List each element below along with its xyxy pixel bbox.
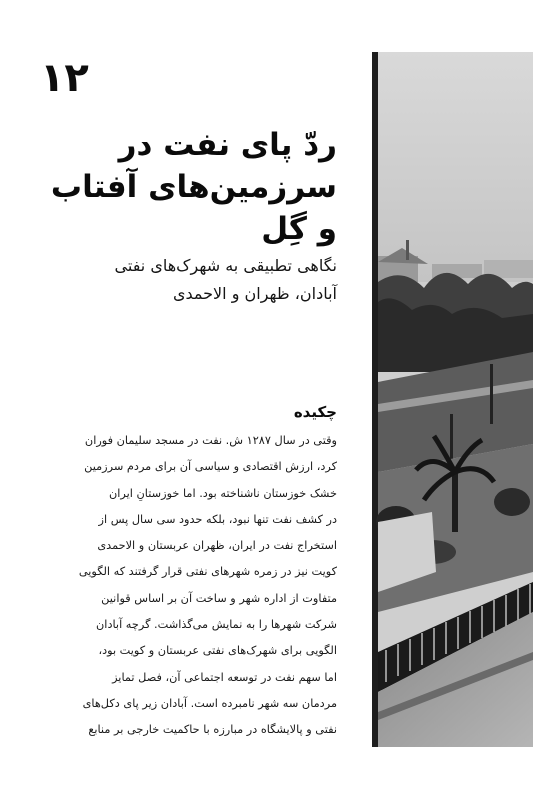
abstract-line: خشک خوزستان ناشناخته بود. اما خوزستانِ ایران — [108, 486, 337, 500]
abstract-line: کرد، ارزش اقتصادی و سیاسی آن برای مردم سرزمین — [84, 460, 337, 474]
abstract-line: اما سهم نفت در توسعه اجتماعی آن، فصل تمایز — [112, 670, 337, 684]
abstract-line: نفتی و پالایشگاه در مبارزه با حاکمیت خارجی بر منابع — [88, 723, 337, 737]
street-photo-graphic — [372, 52, 533, 747]
abstract-heading: چکیده — [293, 403, 337, 421]
abstract-line: شرکت‌ شهرها را به نمایش می‌گذاشت. گرچه آبادان — [96, 618, 337, 632]
abstract-body — [37, 428, 337, 744]
article-subtitle — [37, 252, 337, 308]
title-line: و گِل — [261, 211, 337, 247]
abstract-line: استخراج نفت در ایران، ظهران عربستان و الاحمدی — [97, 539, 337, 553]
title-line: سرزمین‌های آفتاب — [50, 169, 337, 205]
street-photo — [372, 52, 533, 747]
title-line: ردّ پای نفت در — [118, 127, 337, 163]
subtitle-line: آبادان، ظهران و الاحمدی — [172, 284, 337, 303]
abstract-line: متفاوت از اداره شهر و ساخت آن بر اساس قوانین — [101, 591, 337, 605]
page-number: ۱۲ — [40, 55, 89, 101]
abstract-line: الگویی برای شهرک‌های نفتی عربستان و کویت بود، — [98, 644, 337, 658]
abstract-line: وقتی در سال ۱۲۸۷ ش. نفت در مسجد سلیمان فوران — [84, 434, 337, 447]
abstract-line: مردمان سه شهر نامبرده است. آبادان زیر پای دکل‌های — [82, 696, 337, 710]
subtitle-line: نگاهی تطبیقی به شهرک‌های نفتی — [114, 256, 337, 275]
abstract-line: کویت نیز در زمره شهرهای نفتی قرار گرفتند که الگویی — [78, 565, 337, 579]
abstract-line: در کشف نفت تنها نبود، بلکه حدود سی سال پس از — [98, 512, 337, 526]
article-title — [37, 124, 337, 250]
